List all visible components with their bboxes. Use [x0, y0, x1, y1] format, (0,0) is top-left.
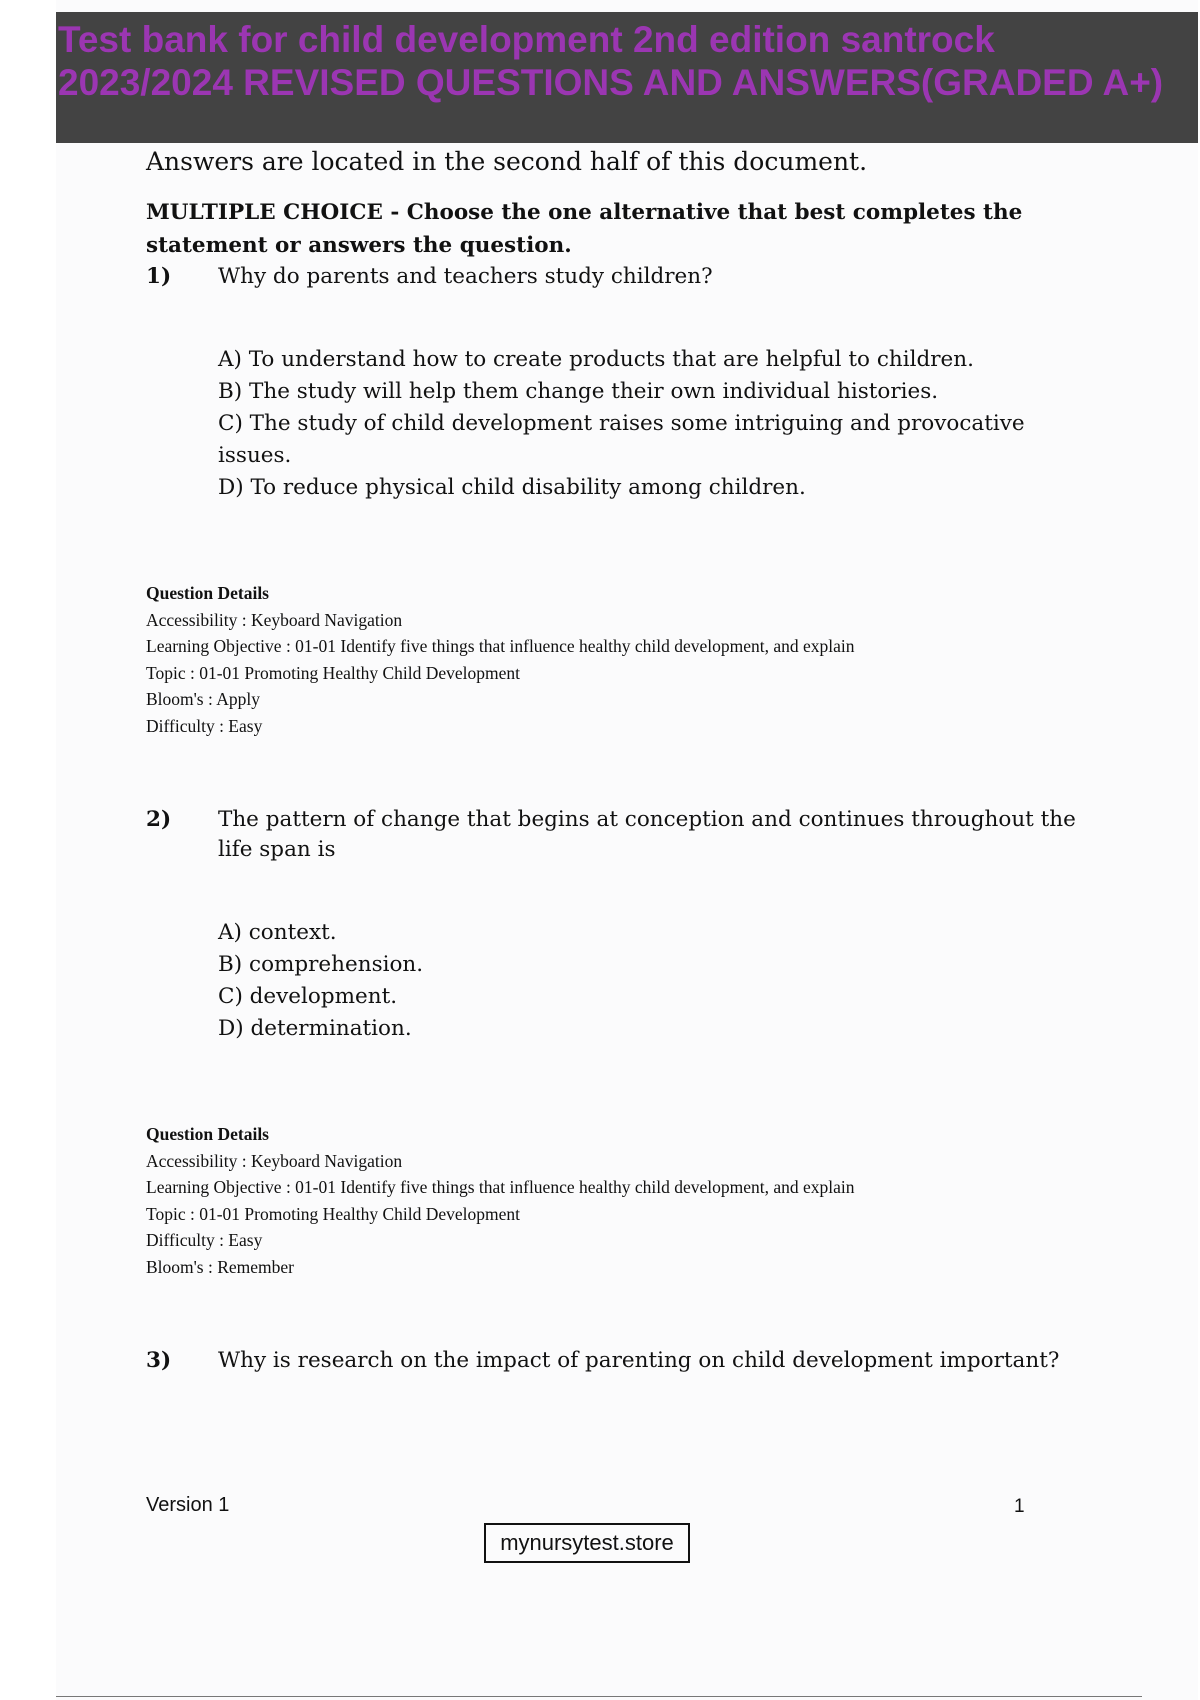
option-a: A) context.: [218, 920, 337, 945]
details-topic: Topic : 01-01 Promoting Healthy Child Development: [146, 1203, 521, 1224]
option-a: A) To understand how to create products that are helpful to children.: [218, 347, 974, 372]
details-accessibility: Accessibility : Keyboard Navigation: [146, 1150, 403, 1171]
version-label: Version 1: [146, 1494, 230, 1516]
details-learning-objective: Learning Objective : 01-01 Identify five things that influence healthy child development, and explain: [146, 636, 855, 656]
details-difficulty: Difficulty : Easy: [146, 1230, 263, 1250]
details-title: Question Details: [146, 583, 269, 603]
question-text: Why do parents and teachers study children?: [218, 264, 713, 289]
question-text: The pattern of change that begins at conception and continues throughout the life span is: [218, 807, 1076, 862]
details-title: Question Details: [146, 1124, 269, 1144]
option-c: C) development.: [218, 984, 398, 1009]
title-line-1: Test bank for child development 2nd edition santrock: [58, 19, 995, 60]
title-line-2: 2023/2024 REVISED QUESTIONS AND ANSWERS(GRADED A+): [58, 62, 1164, 103]
intro-text: Answers are located in the second half of this document.: [146, 147, 868, 176]
question-text: Why is research on the impact of parenting on child development important?: [218, 1348, 1060, 1373]
option-b: B) The study will help them change their own individual histories.: [218, 379, 939, 404]
question-details: [146, 580, 1086, 739]
question-2: [146, 805, 1086, 1280]
page-number: 1: [1014, 1496, 1025, 1517]
question-1: [146, 262, 1086, 739]
details-blooms: Bloom's : Apply: [146, 689, 261, 709]
site-link[interactable]: mynursytest.store: [484, 1523, 690, 1563]
question-number: 1): [146, 264, 172, 289]
details-blooms: Bloom's : Remember: [146, 1256, 294, 1277]
option-d: D) determination.: [218, 1016, 412, 1041]
document-body: [146, 145, 1086, 1376]
question-details: [146, 1121, 1086, 1280]
question-number: 2): [146, 807, 172, 832]
bottom-divider: [56, 1696, 1142, 1697]
details-topic: Topic : 01-01 Promoting Healthy Child Development: [146, 662, 521, 683]
question-3: [146, 1346, 1086, 1376]
option-d: D) To reduce physical child disability among children.: [218, 475, 806, 500]
details-learning-objective: Learning Objective : 01-01 Identify five things that influence healthy child development, and explain: [146, 1177, 855, 1197]
details-difficulty: Difficulty : Easy: [146, 715, 263, 736]
option-c: C) The study of child development raises some intriguing and provocative issues.: [218, 411, 1025, 468]
question-number: 3): [146, 1348, 172, 1373]
instructions: MULTIPLE CHOICE - Choose the one alternative that best completes the statement or answers the question.: [146, 200, 1023, 258]
title-banner: [56, 12, 1198, 143]
answer-options: [218, 917, 1086, 1045]
option-b: B) comprehension.: [218, 952, 424, 977]
answer-options: [218, 344, 1086, 504]
details-accessibility: Accessibility : Keyboard Navigation: [146, 609, 403, 630]
